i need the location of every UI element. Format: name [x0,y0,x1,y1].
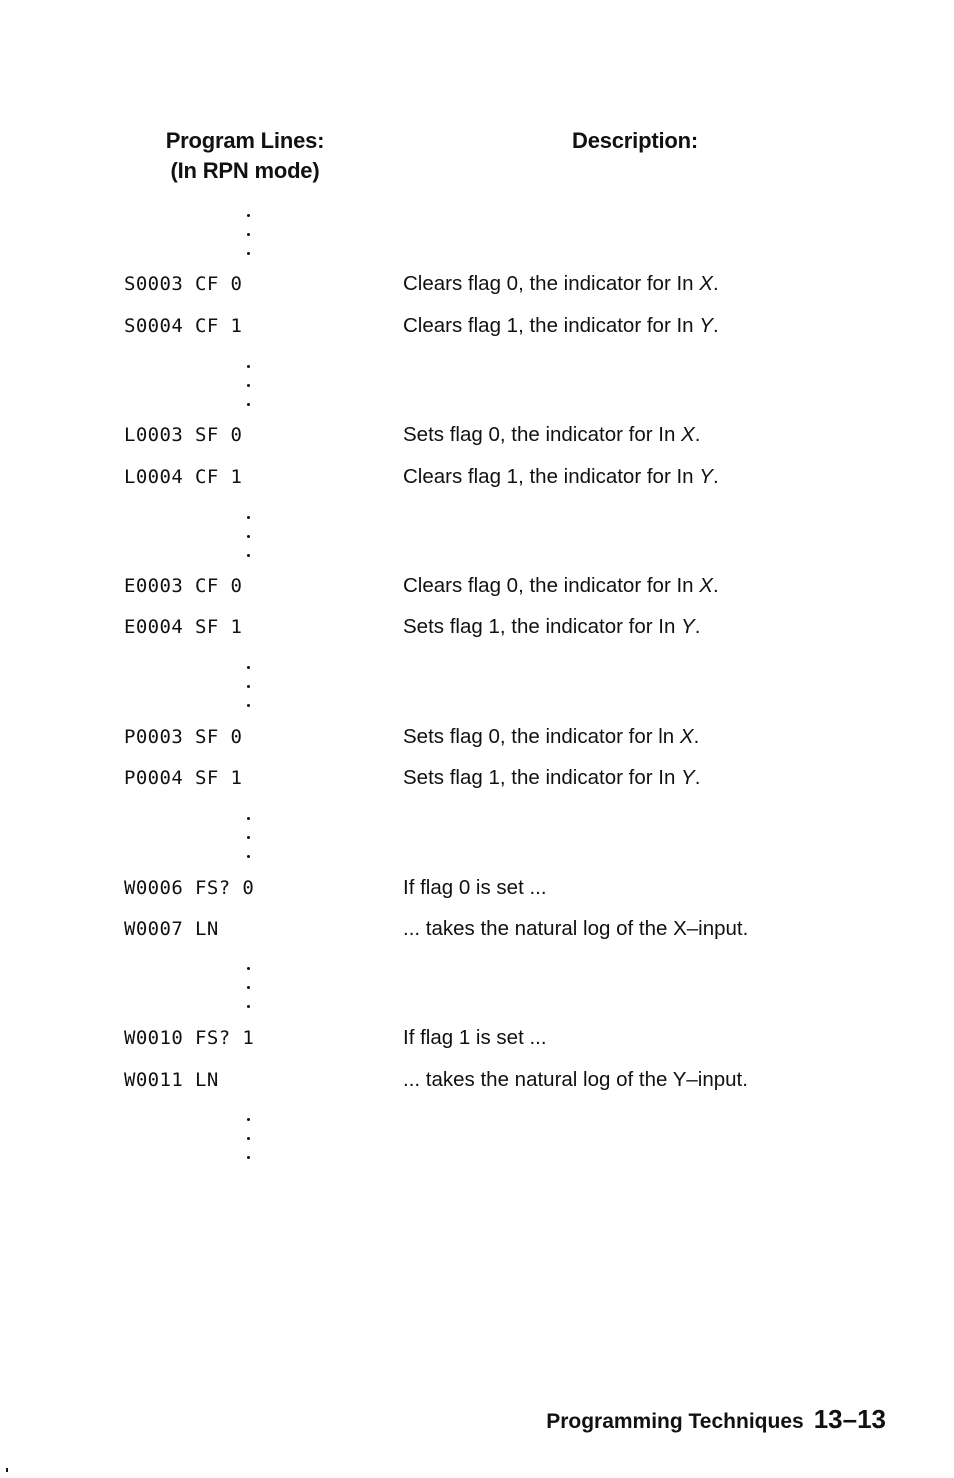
program-code: P0004 SF 1 [124,767,243,789]
description-header [530,126,740,156]
program-description: ... takes the natural log of the Y–input. [403,1068,748,1091]
program-code: W0010 FS? 1 [124,1027,255,1049]
program-description: Clears flag 0, the indicator for In X. [403,574,719,597]
program-description: Clears flag 0, the indicator for In X. [403,272,719,295]
scan-mark [6,1468,8,1472]
program-code: W0007 LN [124,918,219,940]
program-description: If flag 0 is set ... [403,876,547,899]
program-code: W0011 LN [124,1069,219,1091]
program-code: S0004 CF 1 [124,315,243,337]
program-description: Clears flag 1, the indicator for In Y. [403,465,719,488]
program-code: S0003 CF 0 [124,273,243,295]
program-code: P0003 SF 0 [124,726,243,748]
footer-chapter-title: Programming Techniques [546,1410,804,1433]
program-lines-title: Program Lines: [165,128,325,153]
program-description: ... takes the natural log of the X–input. [403,917,749,940]
program-lines-header [130,126,360,186]
program-description: Sets flag 0, the indicator for In X. [403,423,701,446]
program-description: Sets flag 1, the indicator for In Y. [403,766,701,789]
description-title: Description: [572,128,698,153]
program-description: Sets flag 0, the indicator for ln X. [403,725,700,748]
program-code: E0003 CF 0 [124,575,243,597]
program-code: E0004 SF 1 [124,616,243,638]
program-code: W0006 FS? 0 [124,877,255,899]
program-lines-mode: (In RPN mode) [170,158,320,183]
program-code: L0003 SF 0 [124,424,243,446]
program-description: Sets flag 1, the indicator for In Y. [403,615,701,638]
page-number: 13–13 [813,1404,886,1434]
program-description: If flag 1 is set ... [403,1026,547,1049]
program-code: L0004 CF 1 [124,466,243,488]
program-description: Clears flag 1, the indicator for In Y. [403,314,719,337]
page-footer [400,1404,886,1435]
